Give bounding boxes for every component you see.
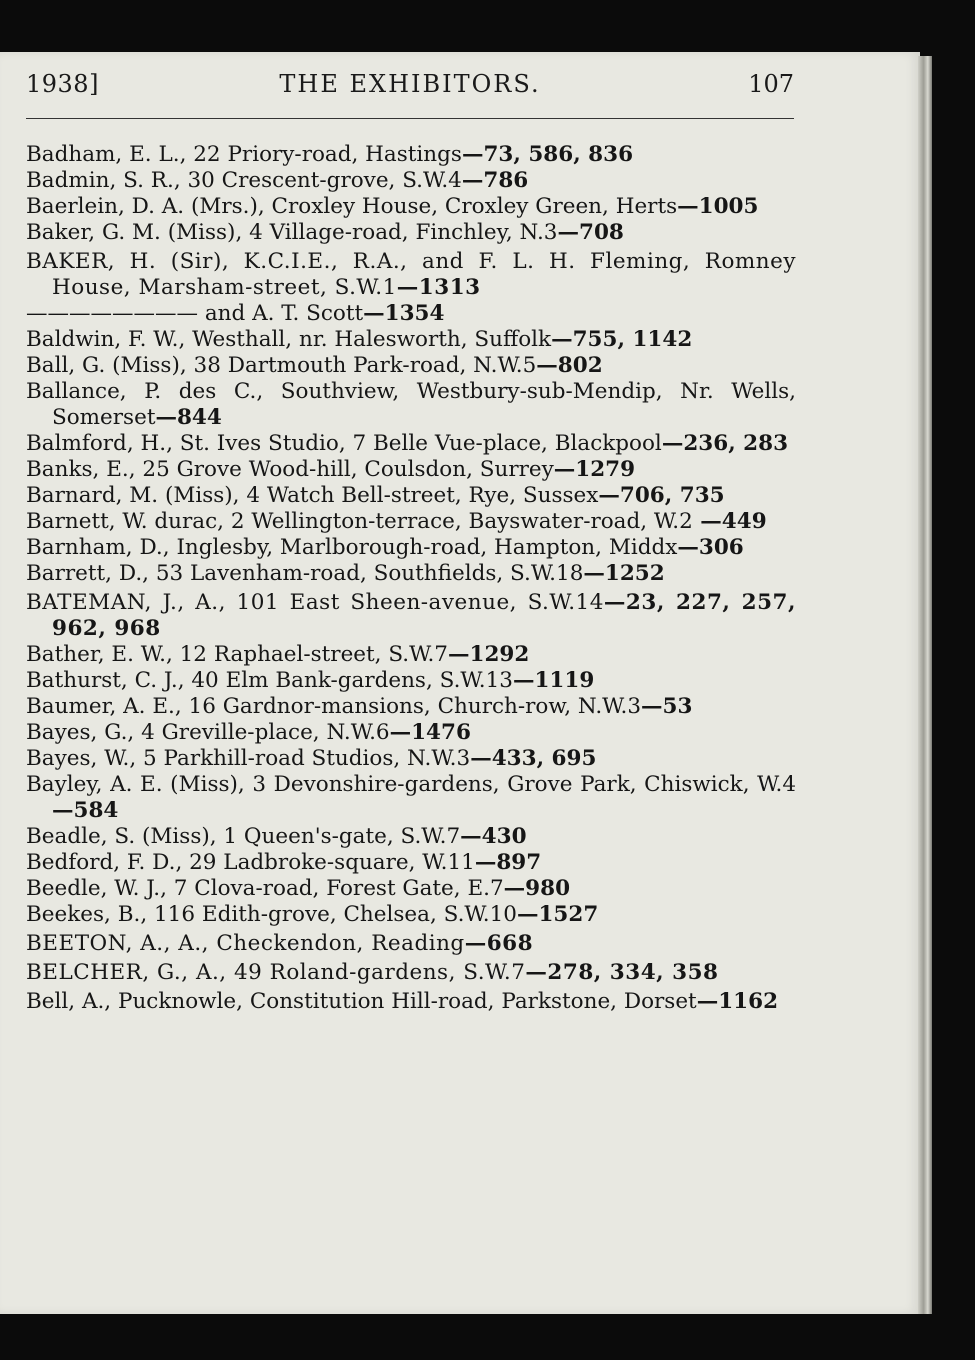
list-item: Bather, E. W., 12 Raphael-street, S.W.7—1292 (26, 642, 530, 667)
list-item: Baker, G. M. (Miss), 4 Village-road, Finchley, N.3—708 (26, 220, 624, 245)
list-item: Bell, A., Pucknowle, Constitution Hill-road, Parkstone, Dorset—1162 (26, 989, 779, 1014)
list-item: Bayes, G., 4 Greville-place, N.W.6—1476 (26, 720, 471, 745)
running-head (26, 70, 794, 106)
list-item: Beadle, S. (Miss), 1 Queen's-gate, S.W.7—430 (26, 824, 527, 849)
exhibitor-list (26, 142, 796, 1015)
list-item: Baldwin, F. W., Westhall, nr. Halesworth, Suffolk—755, 1142 (26, 327, 693, 352)
list-item: Barnard, M. (Miss), 4 Watch Bell-street, Rye, Sussex—706, 735 (26, 483, 725, 508)
list-item: Badmin, S. R., 30 Crescent-grove, S.W.4—786 (26, 168, 529, 193)
header-title: THE EXHIBITORS. (279, 70, 541, 98)
list-item: BEETON, A., A., Checkendon, Reading—668 (26, 931, 534, 956)
list-item: Barnham, D., Inglesby, Marlborough-road, Hampton, Middx—306 (26, 535, 744, 560)
list-item: BAKER, H. (Sir), K.C.I.E., R.A., and F. L. H. Fleming, Romney House, Marsham-street, S.W.1—1313 (26, 249, 797, 300)
list-item: ———————— and A. T. Scott—1354 (26, 301, 445, 326)
list-item: Bedford, F. D., 29 Ladbroke-square, W.11—897 (26, 850, 542, 875)
list-item: Barrett, D., 53 Lavenham-road, Southfields, S.W.18—1252 (26, 561, 665, 586)
list-item: Beedle, W. J., 7 Clova-road, Forest Gate, E.7—980 (26, 876, 571, 901)
page-number: 107 (748, 70, 794, 98)
list-item: Badham, E. L., 22 Priory-road, Hastings—73, 586, 836 (26, 142, 634, 167)
list-item: Beekes, B., 116 Edith-grove, Chelsea, S.W.10—1527 (26, 902, 599, 927)
list-item: Balmford, H., St. Ives Studio, 7 Belle Vue-place, Blackpool—236, 283 (26, 431, 789, 456)
list-item: Baerlein, D. A. (Mrs.), Croxley House, Croxley Green, Herts—1005 (26, 194, 759, 219)
list-item: Barnett, W. durac, 2 Wellington-terrace, Bayswater-road, W.2 —449 (26, 509, 767, 534)
list-item: Banks, E., 25 Grove Wood-hill, Coulsdon, Surrey—1279 (26, 457, 636, 482)
list-item: BELCHER, G., A., 49 Roland-gardens, S.W.7—278, 334, 358 (26, 960, 719, 985)
list-item: Bathurst, C. J., 40 Elm Bank-gardens, S.W.13—1119 (26, 668, 595, 693)
header-year: 1938] (26, 70, 99, 98)
list-item: Bayley, A. E. (Miss), 3 Devonshire-gardens, Grove Park, Chiswick, W.4—584 (26, 772, 797, 823)
list-item: Ball, G. (Miss), 38 Dartmouth Park-road, N.W.5—802 (26, 353, 603, 378)
list-item: Ballance, P. des C., Southview, Westbury-sub-Mendip, Nr. Wells, Somerset—844 (26, 379, 796, 430)
page-edge (918, 56, 932, 1314)
list-item: BATEMAN, J., A., 101 East Sheen-avenue, S.W.14—23, 227, 257, 962, 968 (26, 590, 796, 641)
header-rule (26, 118, 794, 119)
list-item: Bayes, W., 5 Parkhill-road Studios, N.W.3—433, 695 (26, 746, 597, 771)
list-item: Baumer, A. E., 16 Gardnor-mansions, Church-row, N.W.3—53 (26, 694, 693, 719)
